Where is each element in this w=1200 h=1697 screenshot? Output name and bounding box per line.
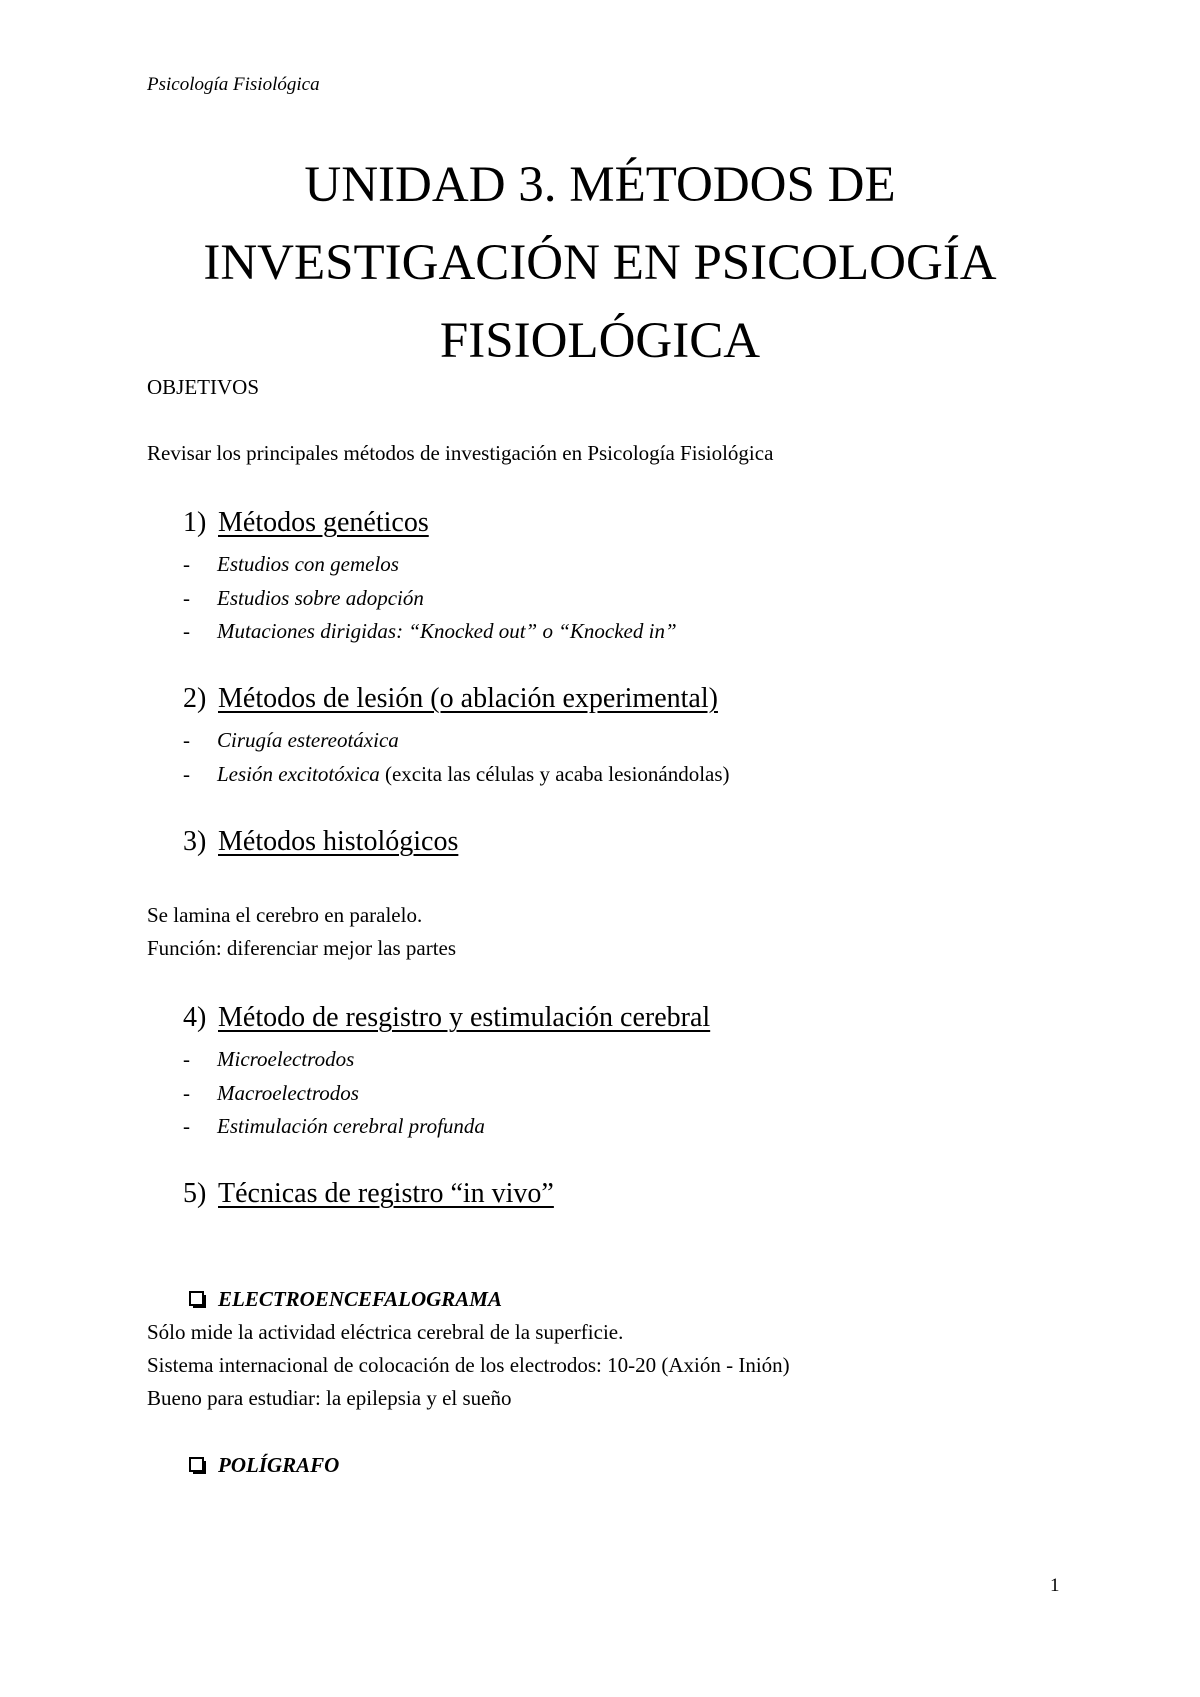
recording-methods-list xyxy=(183,1043,485,1144)
section-heading-histological xyxy=(183,826,458,858)
section-number: 1) xyxy=(183,507,207,538)
section-heading-lesion xyxy=(183,683,718,715)
subheading-eeg xyxy=(189,1287,502,1312)
list-item: - Macroelectrodos xyxy=(183,1080,359,1105)
list-item: - Estimulación cerebral profunda xyxy=(183,1114,485,1138)
section-heading-in-vivo xyxy=(183,1178,554,1210)
checkbox-icon xyxy=(189,1457,206,1474)
section-title: Métodos genéticos xyxy=(218,507,429,538)
list-item: - Estudios con gemelos xyxy=(183,552,399,576)
objectives-label: OBJETIVOS xyxy=(147,375,260,399)
subheading-polygraph xyxy=(189,1453,339,1478)
section-heading-genetic xyxy=(183,507,429,539)
objectives-text: Revisar los principales métodos de investigación en Psicología Fisiológica xyxy=(147,441,774,465)
checkbox-icon xyxy=(189,1291,206,1308)
running-header: Psicología Fisiológica xyxy=(147,74,320,95)
page-number: 1 xyxy=(1050,1575,1060,1596)
eeg-line: Sistema internacional de colocación de los electrodos: 10-20 (Axión - Inión) xyxy=(147,1353,790,1377)
section-number: 4) xyxy=(183,1002,207,1033)
list-item: - Estudios sobre adopción xyxy=(183,585,424,610)
list-item: - Lesión excitotóxica (excita las células y acaba lesionándolas) xyxy=(183,761,730,786)
subheading-label: ELECTROENCEFALOGRAMA xyxy=(218,1287,502,1311)
histological-paragraph: Función: diferenciar mejor las partes xyxy=(147,936,457,960)
section-title: Método de resgistro y estimulación cerebral xyxy=(218,1002,711,1033)
title-line: UNIDAD 3. MÉTODOS DE xyxy=(304,157,896,213)
title-line: INVESTIGACIÓN EN PSICOLOGÍA xyxy=(203,235,997,291)
subheading-label: POLÍGRAFO xyxy=(218,1453,340,1477)
list-item: - Mutaciones dirigidas: “Knocked out” o “Knocked in” xyxy=(183,619,677,643)
lesion-methods-list xyxy=(183,724,730,791)
section-title: Métodos de lesión (o ablación experimental) xyxy=(218,683,718,714)
section-heading-recording xyxy=(183,1002,710,1034)
list-item: - Cirugía estereotáxica xyxy=(183,728,399,752)
genetic-methods-list xyxy=(183,548,677,649)
eeg-line: Sólo mide la actividad eléctrica cerebral de la superficie. xyxy=(147,1320,624,1344)
histological-paragraph: Se lamina el cerebro en paralelo. xyxy=(147,903,423,927)
section-number: 5) xyxy=(183,1178,207,1209)
section-title: Métodos histológicos xyxy=(218,826,459,857)
document-title xyxy=(0,146,1200,380)
section-title: Técnicas de registro “in vivo” xyxy=(218,1178,554,1209)
list-item: - Microelectrodos xyxy=(183,1047,355,1071)
eeg-line: Bueno para estudiar: la epilepsia y el sueño xyxy=(147,1386,512,1410)
section-number: 2) xyxy=(183,683,207,714)
title-line: FISIOLÓGICA xyxy=(439,313,761,369)
section-number: 3) xyxy=(183,826,207,857)
